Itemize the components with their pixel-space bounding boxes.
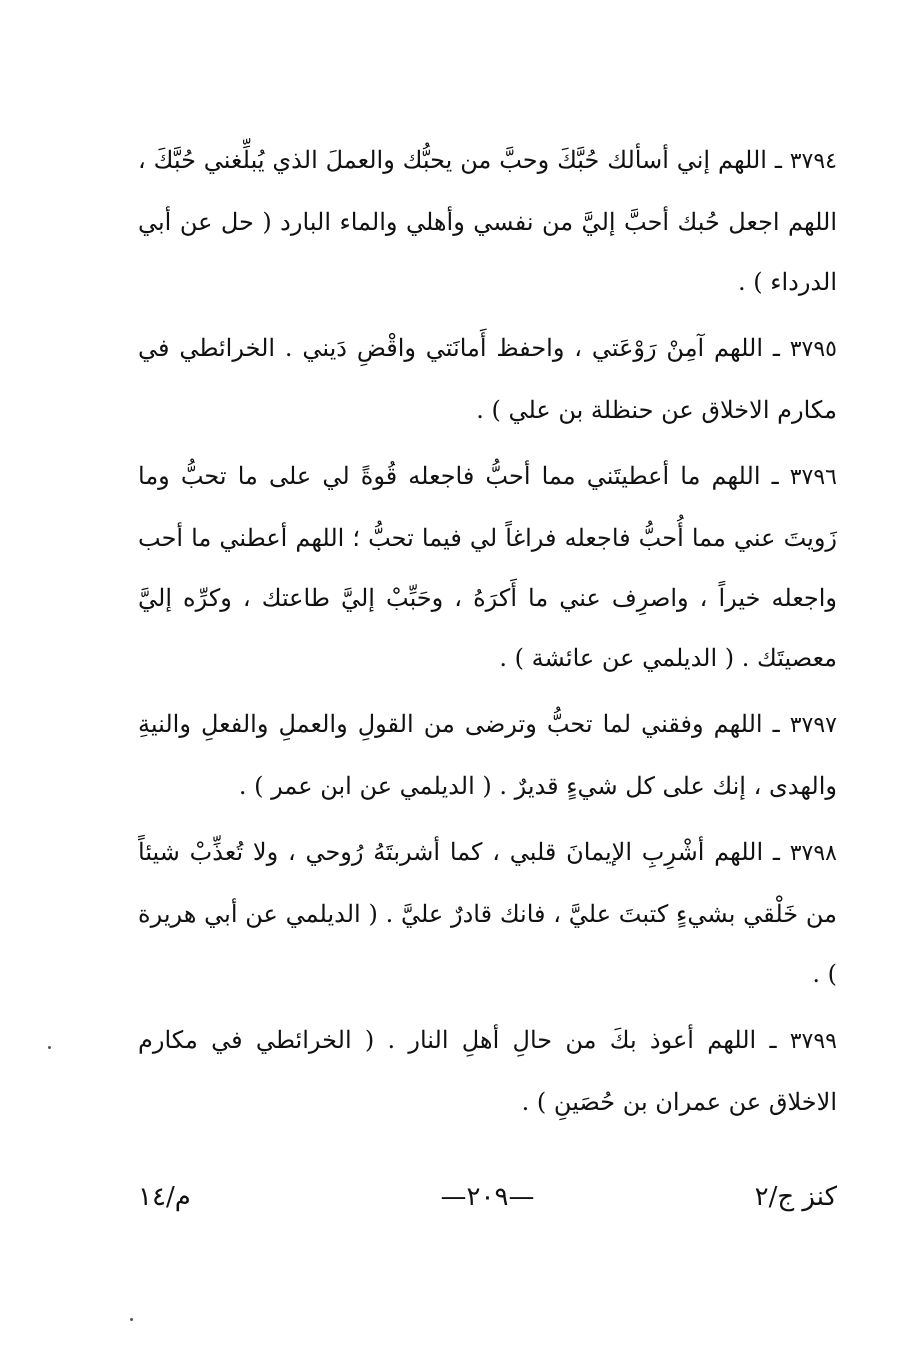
- scan-speck: [48, 1046, 51, 1049]
- hadith-number: ٣٧٩٧: [789, 713, 837, 738]
- hadith-text: اللهم أشْرِبِ الإيمانَ قلبي ، كما أشربتَهُ رُوحي ، ولا تُعذِّبْ شيئاً من خَلْقي بشيءٍ كتبتَ عليَّ ، فانك قادرٌ عليَّ . ( الديلمي عن أبي هريرة ) .: [138, 838, 837, 988]
- hadith-3795: ٣٧٩٥ ـ اللهم آمِنْ رَوْعَتي ، واحفظ أَمانَتي واقْضِ دَيني . الخرائطي في مكارم الاخلاق عن حنظلة بن علي ) .: [138, 334, 837, 424]
- hadith-text: اللهم أعوذ بكَ من حالِ أهلِ النار . ( الخرائطي في مكارم الاخلاق عن عمران بن حُصَينِ ) .: [138, 1026, 837, 1116]
- hadith-text: اللهم آمِنْ رَوْعَتي ، واحفظ أَمانَتي واقْضِ دَيني . الخرائطي في مكارم الاخلاق عن حنظلة بن علي ) .: [138, 334, 837, 424]
- hadith-number: ٣٧٩٩: [789, 1029, 837, 1054]
- hadith-text: اللهم وفقني لما تحبُّ وترضى من القولِ والعملِ والفعلِ والنيةِ والهدى ، إنك على كل شيءٍ قديرٌ . ( الديلمي عن ابن عمر ) .: [138, 710, 837, 800]
- hadith-text: اللهم ما أعطيتَني مما أحبُّ فاجعله قُوةً لي على ما تحبُّ وما زَويتَ عني مما أُحبُّ فاجعله فراغاً لي فيما تحبُّ ؛ اللهم أعطني ما أحب واجعله خيراً ، واصرِف عني ما أَكرَهُ ، وحَبِّبْ إليَّ طاعتك ، وكرِّه إليَّ معصيتَك . ( الديلمي عن عائشة ) .: [138, 462, 837, 672]
- hadith-3794: ٣٧٩٤ ـ اللهم إني أسألك حُبَّكَ وحبَّ من يحبُّك والعملَ الذي يُبلِّغني حُبَّكَ ، اللهم اجعل حُبك أحبَّ إليَّ من نفسي وأهلي والماء البارد ( حل عن أبي الدرداء ) .: [138, 146, 837, 296]
- hadith-number: ٣٧٩٥: [789, 337, 837, 362]
- hadith-3797: ٣٧٩٧ ـ اللهم وفقني لما تحبُّ وترضى من القولِ والعملِ والفعلِ والنيةِ والهدى ، إنك على كل شيءٍ قديرٌ . ( الديلمي عن ابن عمر ) .: [138, 710, 837, 800]
- hadith-number: ٣٧٩٦: [789, 465, 837, 490]
- hadith-list: [138, 130, 837, 1138]
- page-number: —٢٠٩—: [440, 1182, 535, 1212]
- hadith-number: ٣٧٩٤: [789, 149, 837, 174]
- page-footer: [138, 1182, 837, 1232]
- hadith-3796: ٣٧٩٦ ـ اللهم ما أعطيتَني مما أحبُّ فاجعله قُوةً لي على ما تحبُّ وما زَويتَ عني مما أُحبُّ فاجعله فراغاً لي فيما تحبُّ ؛ اللهم أعطني ما أحب واجعله خيراً ، واصرِف عني ما أَكرَهُ ، وحَبِّبْ إليَّ طاعتك ، وكرِّه إليَّ معصيتَك . ( الديلمي عن عائشة ) .: [138, 462, 837, 672]
- signature-marker: م/١٤: [138, 1182, 191, 1212]
- volume-marker: كنز ج/٢: [754, 1182, 837, 1212]
- scan-speck: [130, 1318, 133, 1321]
- hadith-text: اللهم إني أسألك حُبَّكَ وحبَّ من يحبُّك والعملَ الذي يُبلِّغني حُبَّكَ ، اللهم اجعل حُبك أحبَّ إليَّ من نفسي وأهلي والماء البارد ( حل عن أبي الدرداء ) .: [138, 146, 837, 296]
- hadith-3799: ٣٧٩٩ ـ اللهم أعوذ بكَ من حالِ أهلِ النار . ( الخرائطي في مكارم الاخلاق عن عمران بن حُصَينِ ) .: [138, 1026, 837, 1116]
- hadith-3798: ٣٧٩٨ ـ اللهم أشْرِبِ الإيمانَ قلبي ، كما أشربتَهُ رُوحي ، ولا تُعذِّبْ شيئاً من خَلْقي بشيءٍ كتبتَ عليَّ ، فانك قادرٌ عليَّ . ( الديلمي عن أبي هريرة ) .: [138, 838, 837, 988]
- hadith-number: ٣٧٩٨: [789, 841, 837, 866]
